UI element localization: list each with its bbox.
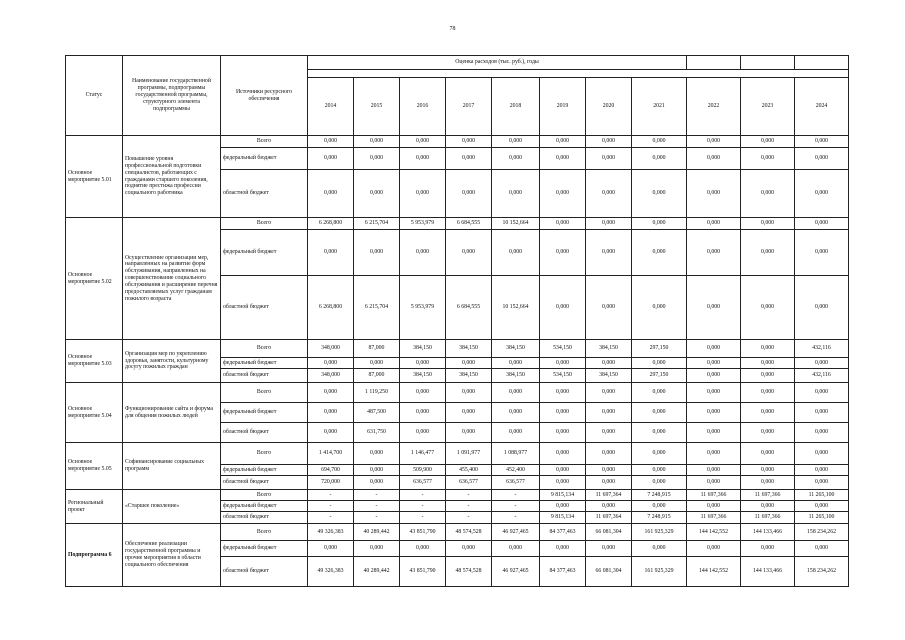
value-cell: 0,000 (446, 541, 492, 557)
value-cell: 0,000 (492, 170, 540, 218)
value-cell: 509,900 (400, 465, 446, 476)
value-cell: 144 133,466 (741, 524, 795, 541)
row-name: Повышение уровня профессиональной подготовки специалистов, работающих с гражданами старшего поколения, поднятие престижа профессии социального работника (123, 136, 221, 218)
value-cell: 455,400 (446, 465, 492, 476)
value-cell: 0,000 (632, 541, 687, 557)
value-cell: 0,000 (540, 170, 586, 218)
value-cell: 0,000 (540, 476, 586, 490)
value-cell: 0,000 (586, 358, 632, 369)
table-body (66, 136, 849, 587)
value-cell: 0,000 (741, 476, 795, 490)
value-cell: 0,000 (795, 501, 849, 512)
header-year: 2022 (687, 78, 741, 136)
table-row (66, 524, 849, 541)
value-cell: 0,000 (741, 358, 795, 369)
value-cell: 0,000 (741, 170, 795, 218)
row-source: Всего (221, 490, 308, 501)
value-cell: - (308, 501, 354, 512)
value-cell: 6 268,800 (308, 276, 354, 340)
value-cell: 0,000 (795, 423, 849, 443)
header-year: 2015 (354, 78, 400, 136)
value-cell: 0,000 (586, 383, 632, 403)
row-status: Подпрограмма 6 (66, 524, 123, 587)
value-cell: 0,000 (741, 218, 795, 230)
value-cell: 66 081,304 (586, 524, 632, 541)
value-cell: 43 851,790 (400, 557, 446, 587)
value-cell: 0,000 (586, 403, 632, 423)
value-cell: 11 697,366 (687, 512, 741, 524)
value-cell: 9 815,134 (540, 512, 586, 524)
value-cell: 0,000 (632, 170, 687, 218)
value-cell: 0,000 (308, 230, 354, 276)
row-source: Всего (221, 218, 308, 230)
table-row (66, 340, 849, 358)
value-cell: 7 248,915 (632, 512, 687, 524)
value-cell: 0,000 (795, 465, 849, 476)
row-source: Всего (221, 383, 308, 403)
value-cell: 384,150 (446, 369, 492, 383)
value-cell: 0,000 (687, 170, 741, 218)
value-cell: 384,150 (586, 369, 632, 383)
value-cell: - (446, 490, 492, 501)
value-cell: 0,000 (354, 443, 400, 465)
value-cell: 0,000 (354, 136, 400, 148)
value-cell: 694,700 (308, 465, 354, 476)
header-year: 2014 (308, 78, 354, 136)
value-cell: 0,000 (687, 276, 741, 340)
value-cell: 0,000 (632, 218, 687, 230)
value-cell: 144 142,552 (687, 557, 741, 587)
value-cell: 0,000 (687, 230, 741, 276)
table-row (66, 136, 849, 148)
value-cell: 432,116 (795, 369, 849, 383)
value-cell: 0,000 (354, 465, 400, 476)
value-cell: 46 927,465 (492, 524, 540, 541)
value-cell: 0,000 (492, 136, 540, 148)
value-cell: 0,000 (400, 358, 446, 369)
row-source: федеральный бюджет (221, 541, 308, 557)
value-cell: 384,150 (446, 340, 492, 358)
value-cell: 384,150 (400, 340, 446, 358)
value-cell: 0,000 (795, 358, 849, 369)
value-cell: 0,000 (446, 170, 492, 218)
value-cell: 0,000 (741, 501, 795, 512)
value-cell: 11 265,100 (795, 512, 849, 524)
row-source: Всего (221, 524, 308, 541)
value-cell: 1 088,977 (492, 443, 540, 465)
value-cell: 11 697,366 (741, 490, 795, 501)
header-year: 2016 (400, 78, 446, 136)
value-cell: 49 326,383 (308, 524, 354, 541)
value-cell: - (400, 490, 446, 501)
value-cell: 10 152,664 (492, 276, 540, 340)
value-cell: 0,000 (586, 230, 632, 276)
value-cell: - (492, 501, 540, 512)
header-blank-2023 (741, 56, 795, 70)
value-cell: 9 815,134 (540, 490, 586, 501)
header-blank-2024 (795, 56, 849, 70)
value-cell: 0,000 (687, 369, 741, 383)
value-cell: 636,577 (446, 476, 492, 490)
value-cell: 48 574,528 (446, 524, 492, 541)
header-year: 2018 (492, 78, 540, 136)
header-year: 2019 (540, 78, 586, 136)
value-cell: 0,000 (795, 276, 849, 340)
value-cell: 0,000 (492, 383, 540, 403)
row-status: Основное мероприятие 5.01 (66, 136, 123, 218)
value-cell: 0,000 (632, 465, 687, 476)
value-cell: 0,000 (400, 403, 446, 423)
value-cell: 0,000 (400, 230, 446, 276)
value-cell: 297,150 (632, 369, 687, 383)
row-source: федеральный бюджет (221, 230, 308, 276)
value-cell: 0,000 (446, 230, 492, 276)
row-source: областной бюджет (221, 476, 308, 490)
row-source: Всего (221, 443, 308, 465)
value-cell: - (354, 501, 400, 512)
value-cell: 0,000 (687, 501, 741, 512)
row-source: областной бюджет (221, 423, 308, 443)
value-cell: 11 697,366 (741, 512, 795, 524)
row-source: федеральный бюджет (221, 465, 308, 476)
value-cell: 1 414,700 (308, 443, 354, 465)
value-cell: 534,150 (540, 340, 586, 358)
value-cell: - (354, 512, 400, 524)
value-cell: 0,000 (687, 465, 741, 476)
value-cell: 0,000 (586, 541, 632, 557)
value-cell: 0,000 (492, 423, 540, 443)
value-cell: 0,000 (540, 230, 586, 276)
value-cell: 0,000 (586, 501, 632, 512)
value-cell: 0,000 (795, 148, 849, 170)
value-cell: 0,000 (632, 276, 687, 340)
value-cell: - (492, 512, 540, 524)
header-source: Источники ресурсного обеспечения (221, 56, 308, 136)
value-cell: 0,000 (540, 358, 586, 369)
header-year: 2020 (586, 78, 632, 136)
value-cell: 11 265,100 (795, 490, 849, 501)
row-status: Основное мероприятие 5.03 (66, 340, 123, 383)
value-cell: 6 215,704 (354, 276, 400, 340)
value-cell: 0,000 (741, 369, 795, 383)
value-cell: 48 574,528 (446, 557, 492, 587)
value-cell: 161 925,329 (632, 524, 687, 541)
value-cell: 0,000 (400, 148, 446, 170)
value-cell: 0,000 (446, 383, 492, 403)
value-cell: 0,000 (795, 230, 849, 276)
value-cell: 0,000 (540, 443, 586, 465)
value-cell: 0,000 (687, 403, 741, 423)
value-cell: 0,000 (586, 476, 632, 490)
value-cell: 0,000 (446, 358, 492, 369)
row-source: федеральный бюджет (221, 501, 308, 512)
value-cell: 0,000 (308, 148, 354, 170)
row-name: Осуществление организации мер, направленных на развитие форм обслуживания, направленных на совершенствование социального обслуживания и расширение перечня предоставляемых услуг гражданам пожилого возраста (123, 218, 221, 340)
row-name: «Старшее поколение» (123, 490, 221, 524)
value-cell: 0,000 (400, 170, 446, 218)
value-cell: 0,000 (586, 465, 632, 476)
value-cell: 0,000 (446, 136, 492, 148)
value-cell: 87,000 (354, 369, 400, 383)
value-cell: 0,000 (400, 423, 446, 443)
value-cell: 0,000 (741, 403, 795, 423)
value-cell: 0,000 (446, 148, 492, 170)
value-cell: - (446, 501, 492, 512)
value-cell: 144 133,466 (741, 557, 795, 587)
value-cell: 0,000 (540, 465, 586, 476)
page-number: 78 (449, 26, 456, 32)
header-year: 2017 (446, 78, 492, 136)
value-cell: 0,000 (632, 476, 687, 490)
value-cell: 1 119,250 (354, 383, 400, 403)
value-cell: 0,000 (354, 230, 400, 276)
value-cell: 0,000 (741, 383, 795, 403)
value-cell: 0,000 (795, 476, 849, 490)
header-blank-2022 (687, 56, 741, 70)
value-cell: 0,000 (492, 541, 540, 557)
value-cell: 0,000 (354, 358, 400, 369)
value-cell: 66 081,304 (586, 557, 632, 587)
budget-table (65, 55, 849, 587)
value-cell: 0,000 (354, 476, 400, 490)
value-cell: 0,000 (540, 501, 586, 512)
row-source: областной бюджет (221, 557, 308, 587)
value-cell: 84 377,463 (540, 557, 586, 587)
value-cell: 0,000 (446, 403, 492, 423)
value-cell: 5 953,979 (400, 276, 446, 340)
value-cell: 11 697,364 (586, 490, 632, 501)
header-status: Статус (66, 56, 123, 136)
value-cell: 0,000 (741, 136, 795, 148)
value-cell: 10 152,664 (492, 218, 540, 230)
value-cell: 6 684,555 (446, 276, 492, 340)
value-cell: 0,000 (795, 218, 849, 230)
header-spacer (308, 70, 849, 78)
value-cell: 636,577 (400, 476, 446, 490)
value-cell: 0,000 (400, 136, 446, 148)
value-cell: - (446, 512, 492, 524)
row-source: федеральный бюджет (221, 148, 308, 170)
value-cell: 0,000 (687, 218, 741, 230)
value-cell: 0,000 (540, 218, 586, 230)
value-cell: 0,000 (540, 383, 586, 403)
value-cell: - (400, 501, 446, 512)
value-cell: 40 289,442 (354, 557, 400, 587)
value-cell: 0,000 (741, 541, 795, 557)
header-estimate: Оценка расходов (тыс. руб.), годы (308, 56, 687, 70)
value-cell: 452,400 (492, 465, 540, 476)
row-source: областной бюджет (221, 170, 308, 218)
row-status: Основное мероприятие 5.05 (66, 443, 123, 490)
row-source: областной бюджет (221, 369, 308, 383)
value-cell: 0,000 (586, 148, 632, 170)
table-row (66, 218, 849, 230)
table-row (66, 383, 849, 403)
value-cell: 161 925,329 (632, 557, 687, 587)
row-source: федеральный бюджет (221, 358, 308, 369)
value-cell: 0,000 (308, 136, 354, 148)
value-cell: 0,000 (632, 136, 687, 148)
value-cell: 1 146,477 (400, 443, 446, 465)
value-cell: 0,000 (741, 443, 795, 465)
value-cell: - (354, 490, 400, 501)
value-cell: 0,000 (741, 465, 795, 476)
value-cell: 0,000 (741, 340, 795, 358)
value-cell: 0,000 (687, 541, 741, 557)
value-cell: 0,000 (308, 170, 354, 218)
value-cell: 0,000 (308, 403, 354, 423)
value-cell: 0,000 (687, 423, 741, 443)
value-cell: 297,150 (632, 340, 687, 358)
value-cell: 49 326,383 (308, 557, 354, 587)
value-cell: 720,000 (308, 476, 354, 490)
value-cell: 0,000 (492, 148, 540, 170)
value-cell: 384,150 (400, 369, 446, 383)
value-cell: 0,000 (795, 403, 849, 423)
value-cell: - (492, 490, 540, 501)
value-cell: 631,750 (354, 423, 400, 443)
row-name: Софинансирование социальных программ (123, 443, 221, 490)
value-cell: 384,150 (586, 340, 632, 358)
value-cell: 0,000 (795, 383, 849, 403)
value-cell: 87,000 (354, 340, 400, 358)
value-cell: 0,000 (741, 230, 795, 276)
value-cell: 0,000 (354, 148, 400, 170)
value-cell: 6 268,800 (308, 218, 354, 230)
value-cell: 0,000 (632, 383, 687, 403)
value-cell: 0,000 (540, 403, 586, 423)
value-cell: 348,000 (308, 369, 354, 383)
value-cell: 0,000 (400, 541, 446, 557)
value-cell: 0,000 (687, 136, 741, 148)
value-cell: 11 697,364 (586, 512, 632, 524)
value-cell: 0,000 (795, 170, 849, 218)
value-cell: 0,000 (586, 443, 632, 465)
value-cell: 11 697,366 (687, 490, 741, 501)
row-name: Функционирование сайта и форума для общения пожилых людей (123, 383, 221, 443)
value-cell: 0,000 (446, 423, 492, 443)
value-cell: - (308, 512, 354, 524)
value-cell: 0,000 (492, 358, 540, 369)
value-cell: 43 851,790 (400, 524, 446, 541)
value-cell: 0,000 (687, 443, 741, 465)
value-cell: 84 377,463 (540, 524, 586, 541)
value-cell: 0,000 (632, 358, 687, 369)
value-cell: 0,000 (687, 476, 741, 490)
value-cell: 0,000 (308, 358, 354, 369)
value-cell: 0,000 (687, 148, 741, 170)
row-name: Обеспечение реализации государственной программы и прочие мероприятия в области социального обеспечения (123, 524, 221, 587)
value-cell: 0,000 (632, 148, 687, 170)
value-cell: 0,000 (308, 383, 354, 403)
value-cell: 6 684,555 (446, 218, 492, 230)
row-source: областной бюджет (221, 276, 308, 340)
value-cell: 0,000 (741, 276, 795, 340)
value-cell: 0,000 (354, 541, 400, 557)
value-cell: 0,000 (540, 148, 586, 170)
value-cell: 487,500 (354, 403, 400, 423)
row-source: федеральный бюджет (221, 403, 308, 423)
row-status: Основное мероприятие 5.04 (66, 383, 123, 443)
value-cell: 0,000 (586, 136, 632, 148)
value-cell: 0,000 (741, 148, 795, 170)
value-cell: 7 248,915 (632, 490, 687, 501)
table-row (66, 443, 849, 465)
value-cell: 6 215,704 (354, 218, 400, 230)
value-cell: 0,000 (586, 218, 632, 230)
value-cell: 0,000 (632, 443, 687, 465)
value-cell: 0,000 (540, 136, 586, 148)
row-source: областной бюджет (221, 512, 308, 524)
header-year: 2024 (795, 78, 849, 136)
value-cell: 158 234,262 (795, 524, 849, 541)
value-cell: - (400, 512, 446, 524)
row-source: Всего (221, 136, 308, 148)
value-cell: 0,000 (687, 358, 741, 369)
value-cell: 0,000 (400, 383, 446, 403)
value-cell: 348,000 (308, 340, 354, 358)
value-cell: 158 234,262 (795, 557, 849, 587)
value-cell: 534,150 (540, 369, 586, 383)
value-cell: 46 927,465 (492, 557, 540, 587)
header-year: 2021 (632, 78, 687, 136)
value-cell: 0,000 (795, 443, 849, 465)
value-cell: 5 953,979 (400, 218, 446, 230)
value-cell: 0,000 (632, 423, 687, 443)
value-cell: 0,000 (586, 276, 632, 340)
row-status: Региональный проект (66, 490, 123, 524)
header-year: 2023 (741, 78, 795, 136)
row-name: Организация мер по укреплению здоровья, занятости, культурному досугу пожилых граждан (123, 340, 221, 383)
value-cell: 0,000 (308, 541, 354, 557)
value-cell: 0,000 (540, 276, 586, 340)
value-cell: 0,000 (741, 423, 795, 443)
header-name: Наименование государственной программы, подпрограммы государственной программы, структурного элемента подпрограммы (123, 56, 221, 136)
value-cell: 1 091,977 (446, 443, 492, 465)
value-cell: 0,000 (540, 541, 586, 557)
value-cell: 384,150 (492, 369, 540, 383)
row-source: Всего (221, 340, 308, 358)
value-cell: 0,000 (492, 230, 540, 276)
value-cell: 0,000 (586, 423, 632, 443)
value-cell: 0,000 (795, 136, 849, 148)
value-cell: 0,000 (632, 403, 687, 423)
table-row (66, 490, 849, 501)
value-cell: 0,000 (687, 383, 741, 403)
row-status: Основное мероприятие 5.02 (66, 218, 123, 340)
value-cell: 0,000 (308, 423, 354, 443)
value-cell: 0,000 (586, 170, 632, 218)
value-cell: 384,150 (492, 340, 540, 358)
header-row-top (66, 56, 849, 70)
value-cell: 0,000 (795, 541, 849, 557)
value-cell: 0,000 (632, 230, 687, 276)
value-cell: 0,000 (687, 340, 741, 358)
value-cell: 0,000 (492, 403, 540, 423)
value-cell: 0,000 (354, 170, 400, 218)
value-cell: 0,000 (540, 423, 586, 443)
value-cell: 636,577 (492, 476, 540, 490)
value-cell: 144 142,552 (687, 524, 741, 541)
value-cell: 40 289,442 (354, 524, 400, 541)
value-cell: - (308, 490, 354, 501)
value-cell: 0,000 (632, 501, 687, 512)
value-cell: 432,116 (795, 340, 849, 358)
